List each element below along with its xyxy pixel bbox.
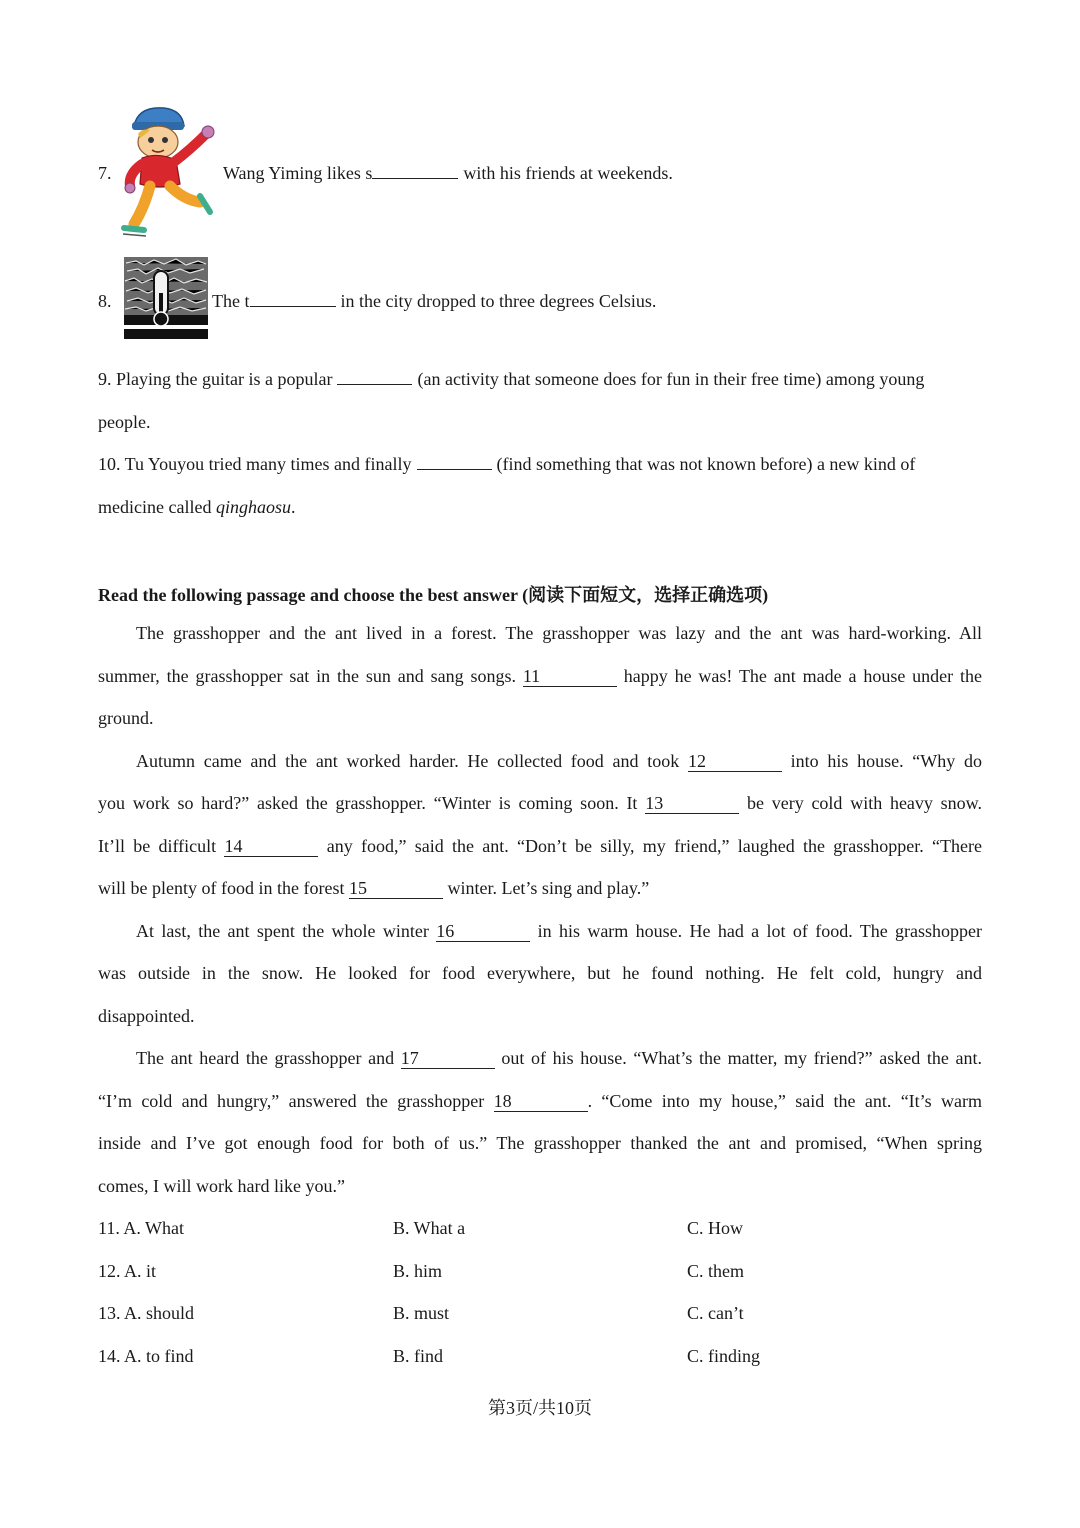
blank-13[interactable]: 13	[645, 794, 739, 814]
question-7-number: 7.	[98, 163, 112, 183]
question-8-text	[212, 291, 656, 312]
passage-text: in his warm house. He had a lot of food. The grasshopper	[537, 920, 983, 941]
question-10-after: (find something that was not known before) a new kind of	[496, 454, 916, 474]
passage-text: into his house. “Why do	[790, 750, 983, 771]
question-7-before: Wang Yiming likes s	[223, 163, 373, 183]
question-9-line-1	[98, 369, 924, 390]
thermometer-icon	[124, 257, 208, 339]
question-7-blank[interactable]	[372, 177, 458, 179]
page-footer: 第3页/共10页	[487, 1398, 592, 1418]
passage-p4-line-3: inside and I’ve got enough food for both of us.” The grasshopper thanked the ant and promised, “When spring	[98, 1133, 982, 1153]
blank-15[interactable]: 15	[349, 879, 443, 899]
question-10-italic-term: qinghaosu	[215, 497, 291, 517]
option-13-a[interactable]: 13. A. should	[98, 1303, 195, 1323]
blank-14[interactable]: 14	[224, 837, 318, 857]
question-8-blank[interactable]	[250, 305, 336, 307]
question-10-line-1	[98, 454, 915, 475]
passage-p4-line-2	[98, 1080, 982, 1123]
question-9-line-2: people.	[98, 412, 151, 432]
option-14-a[interactable]: 14. A. to find	[98, 1346, 194, 1366]
passage-text: you work so hard?” asked the grasshopper. “Winter is coming soon. It	[98, 793, 638, 813]
question-9-before: 9. Playing the guitar is a popular	[98, 369, 333, 389]
passage-text: It’ll be difficult	[98, 835, 217, 856]
passage-p4-line-1	[98, 1037, 982, 1080]
passage-p1-line-2	[98, 655, 982, 698]
question-10-blank[interactable]	[417, 468, 492, 470]
passage-p4-line-4: comes, I will work hard like you.”	[98, 1175, 345, 1196]
passage-p1-line-3: ground.	[98, 708, 154, 728]
passage-text: any food,” said the ant. “Don’t be silly, my friend,” laughed the grasshopper. “There	[326, 835, 983, 856]
blank-17[interactable]: 17	[401, 1049, 495, 1069]
blank-16[interactable]: 16	[436, 922, 530, 942]
passage-text: summer, the grasshopper sat in the sun and sang songs.	[98, 665, 516, 686]
passage-text: winter. Let’s sing and play.”	[447, 878, 650, 898]
section-heading: Read the following passage and choose the best answer (阅读下面短文，选择正确选项)	[98, 585, 769, 605]
passage-text: happy he was! The ant made a house under the	[623, 665, 983, 686]
passage-text: will be plenty of food in the forest	[98, 878, 345, 898]
passage	[98, 612, 982, 1207]
question-9-after: (an activity that someone does for fun in their free time) among young	[417, 369, 925, 389]
option-14-c[interactable]: C. finding	[687, 1346, 761, 1366]
passage-p3-line-1	[98, 910, 982, 953]
passage-p1-line-1: The grasshopper and the ant lived in a forest. The grasshopper was lazy and the ant was hard-working. All	[136, 623, 982, 643]
blank-12[interactable]: 12	[688, 752, 782, 772]
option-14-b[interactable]: B. find	[393, 1346, 444, 1366]
question-10-line-2	[98, 497, 295, 518]
passage-text: At last, the ant spent the whole winter	[136, 920, 429, 941]
question-10-line-2-text: medicine called	[98, 497, 216, 517]
blank-18[interactable]: 18	[494, 1092, 588, 1112]
passage-p3-line-3: disappointed.	[98, 1005, 195, 1026]
option-11-a[interactable]: 11. A. What	[98, 1218, 184, 1238]
question-10-before: 10. Tu Youyou tried many times and finally	[98, 454, 412, 474]
option-13-c[interactable]: C. can’t	[687, 1303, 744, 1323]
question-8-after: in the city dropped to three degrees Celsius.	[340, 291, 657, 311]
passage-text: The ant heard the grasshopper and	[136, 1048, 395, 1068]
question-7-text	[223, 163, 673, 184]
passage-text: out of his house. “What’s the matter, my friend?” asked the ant.	[501, 1048, 983, 1068]
option-11-b[interactable]: B. What a	[393, 1218, 466, 1238]
skating-boy-illustration	[120, 104, 220, 240]
option-12-c[interactable]: C. them	[687, 1261, 744, 1281]
option-11-c[interactable]: C. How	[687, 1218, 744, 1238]
skating-boy-icon	[120, 104, 220, 240]
thermometer-illustration	[124, 257, 208, 339]
blank-11[interactable]: 11	[523, 667, 617, 687]
passage-p2-line-2	[98, 782, 982, 825]
question-8-number: 8.	[98, 291, 112, 311]
passage-text: . “Come into my house,” said the ant. “It’s warm	[587, 1090, 982, 1111]
passage-p3-line-2: was outside in the snow. He looked for food everywhere, but he found nothing. He felt cold, hungry and	[98, 963, 982, 983]
passage-text: Autumn came and the ant worked harder. He collected food and took	[136, 750, 680, 771]
passage-text: “I’m cold and hungry,” answered the grasshopper	[98, 1090, 485, 1111]
question-7-after: with his friends at weekends.	[463, 163, 673, 183]
option-12-a[interactable]: 12. A. it	[98, 1261, 157, 1281]
passage-p2-line-1	[98, 740, 982, 783]
passage-text: be very cold with heavy snow.	[746, 793, 983, 813]
passage-p2-line-4	[98, 867, 982, 910]
question-10-period: .	[290, 497, 296, 517]
option-13-b[interactable]: B. must	[393, 1303, 450, 1323]
question-9-blank[interactable]	[337, 383, 412, 385]
question-8-before: The t	[212, 291, 250, 311]
passage-p2-line-3	[98, 825, 982, 868]
option-12-b[interactable]: B. him	[393, 1261, 443, 1281]
